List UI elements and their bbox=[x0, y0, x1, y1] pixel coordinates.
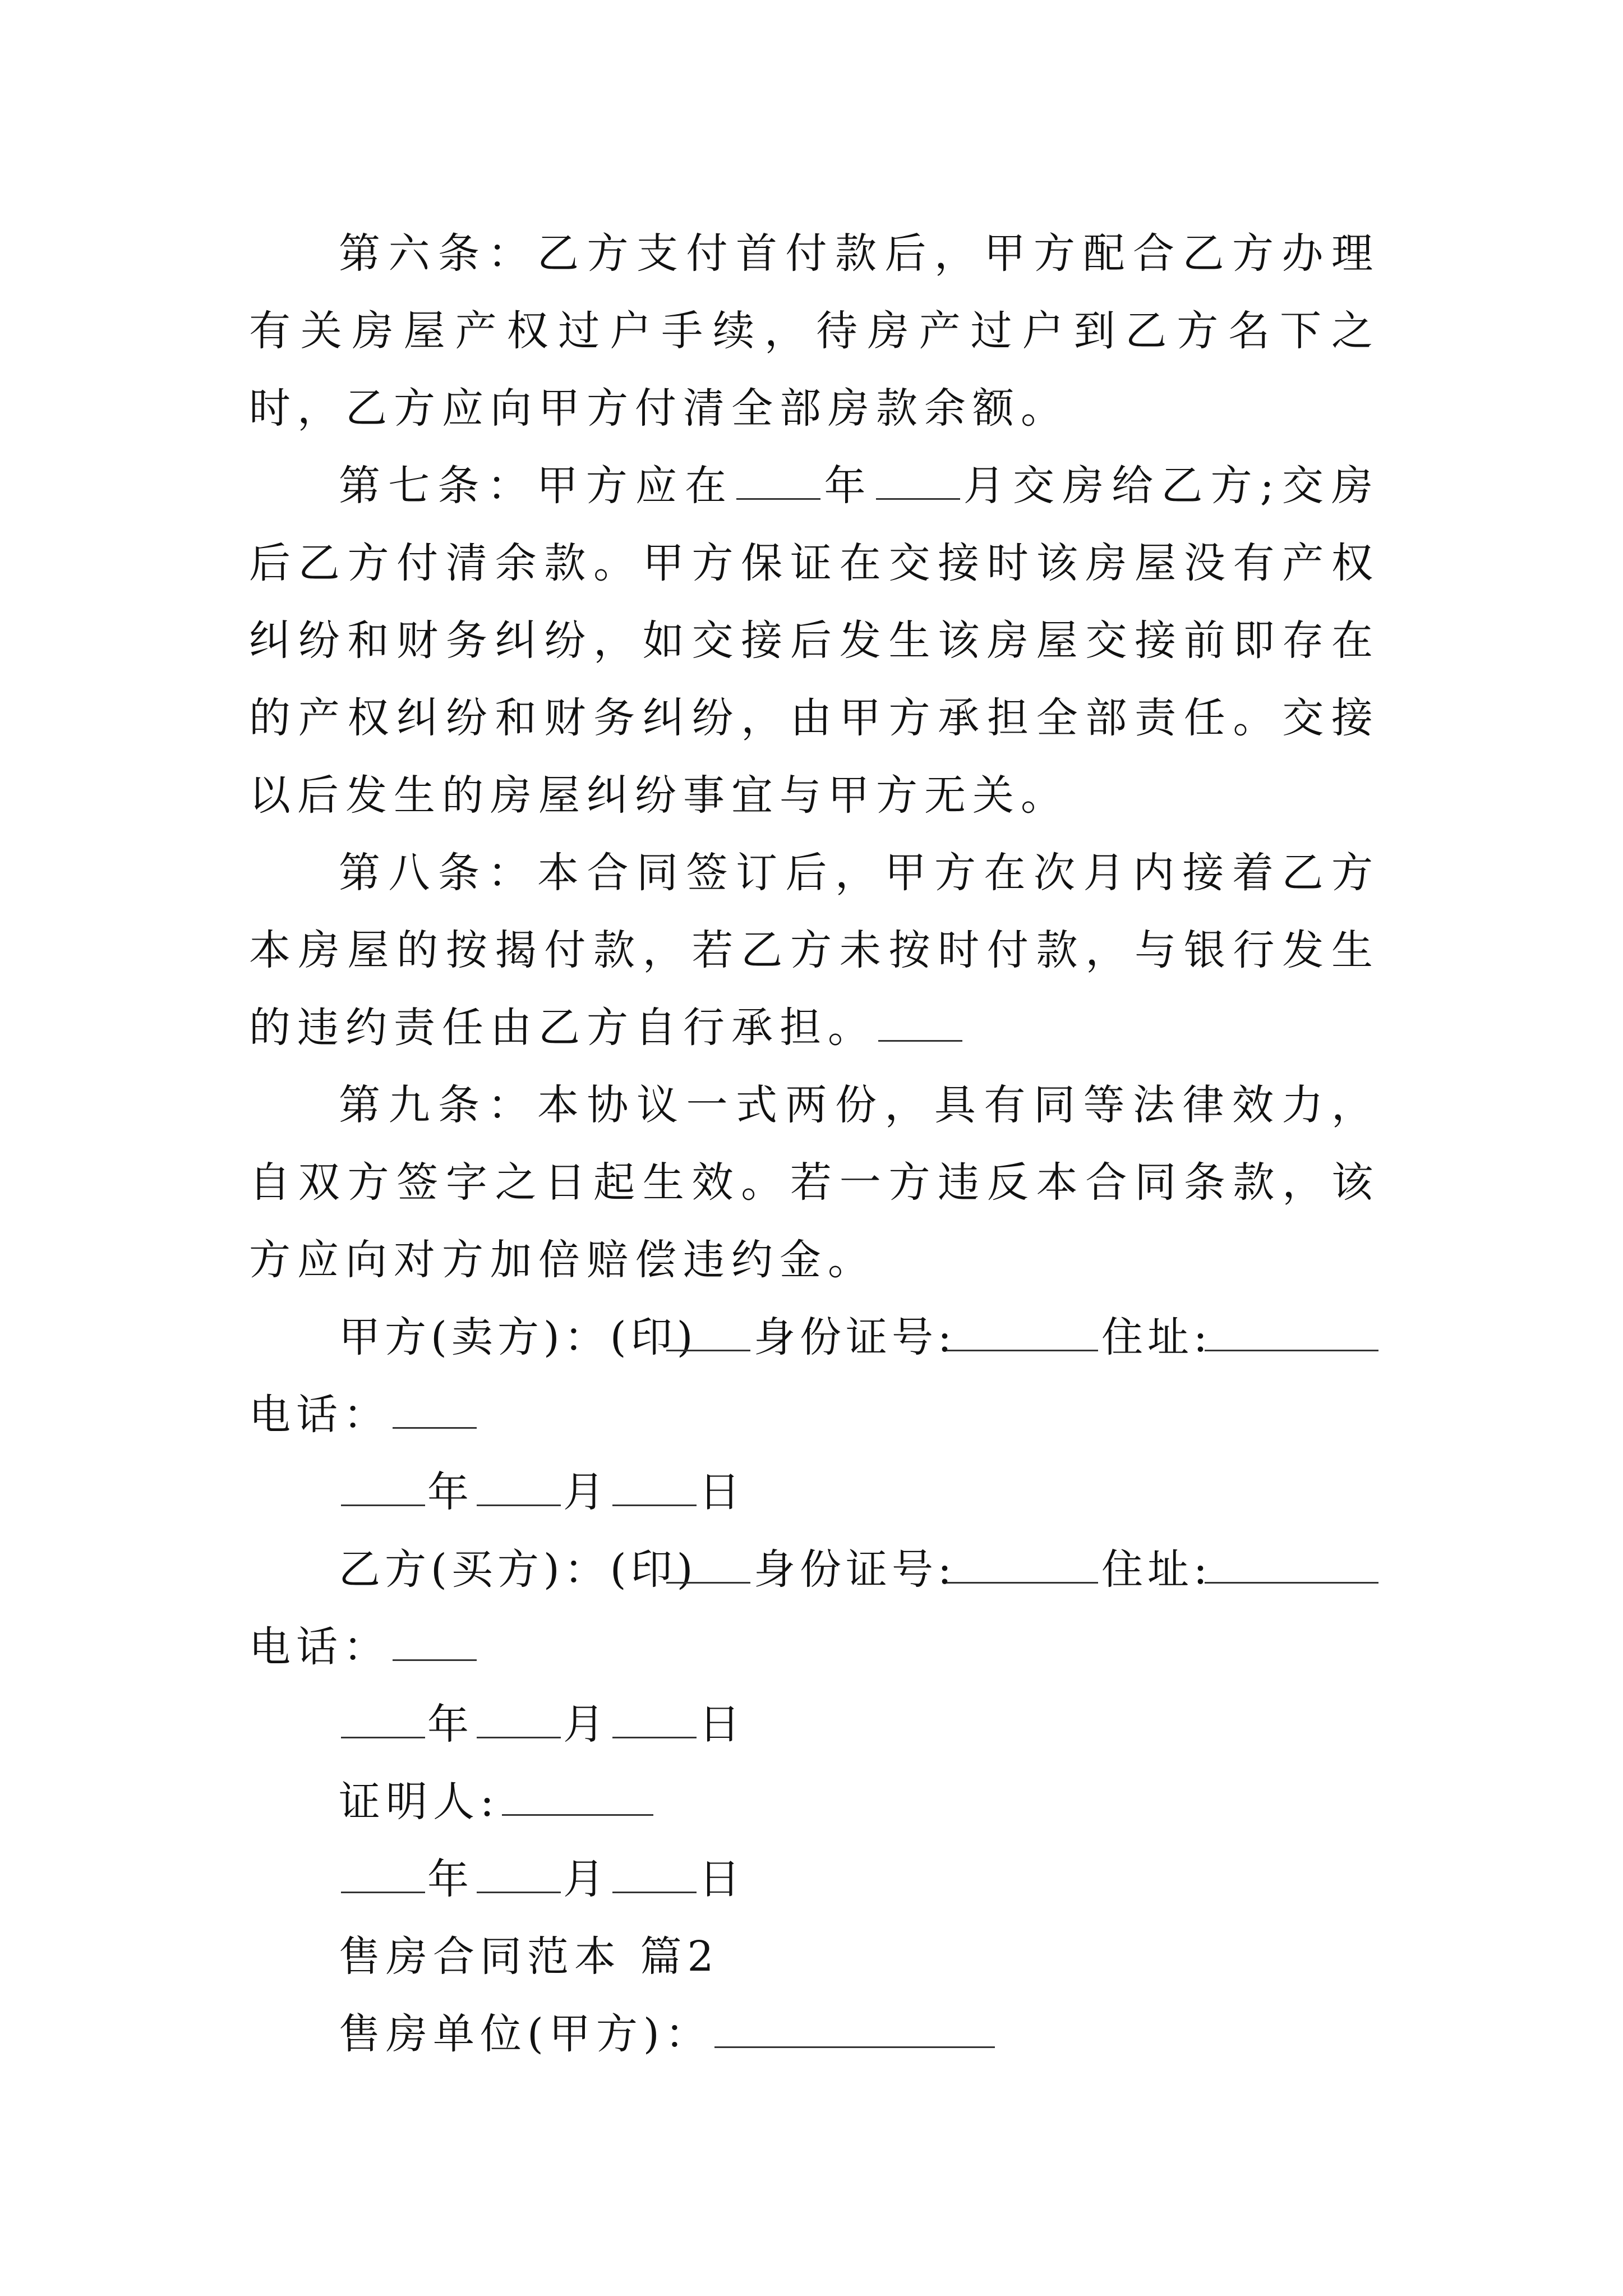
witness-label: 证明人: bbox=[339, 1778, 500, 1826]
witness-day-blank bbox=[612, 1860, 697, 1893]
article-8 bbox=[249, 834, 1380, 1066]
party-a-phone-label: 电话： bbox=[249, 1391, 390, 1439]
party-b-row bbox=[249, 1531, 1380, 1608]
party-a-year: 年 bbox=[427, 1468, 474, 1516]
party-b-day: 日 bbox=[699, 1700, 746, 1749]
party-b-day-blank bbox=[612, 1705, 697, 1738]
month-blank bbox=[876, 467, 960, 500]
section-2-seller bbox=[249, 1995, 1380, 2073]
article-7-lead: 第七条：甲方应在 bbox=[339, 462, 735, 510]
witness-year: 年 bbox=[427, 1855, 474, 1903]
party-a-label: 甲方(卖方)：(印) bbox=[339, 1313, 698, 1361]
article-7-rest: 月交房给乙方;交房后乙方付清余款。甲方保证在交接时该房屋没有产权纠纷和财务纠纷，如交接后发生该房屋交接前即存在的产权纠纷和财务纠纷，由甲方承担全部责任。交接以后发生的房屋纠纷事宜与甲方无关。 bbox=[249, 462, 1380, 820]
seller-blank bbox=[714, 2015, 995, 2048]
party-a-month: 月 bbox=[563, 1468, 610, 1516]
party-a-seal-blank bbox=[666, 1318, 750, 1351]
party-b-seal-blank bbox=[666, 1550, 750, 1584]
party-b-date bbox=[249, 1686, 1380, 1763]
witness-date bbox=[249, 1841, 1380, 1918]
party-b-year: 年 bbox=[427, 1700, 474, 1749]
party-a-id-label: 身份证号: bbox=[754, 1313, 956, 1361]
document-body bbox=[249, 215, 1380, 2073]
witness-line bbox=[249, 1763, 1380, 1841]
article-7-year: 年 bbox=[823, 462, 874, 510]
witness-year-blank bbox=[341, 1860, 425, 1893]
party-a-day-blank bbox=[612, 1473, 697, 1506]
article-8-blank bbox=[878, 1009, 962, 1042]
party-b-month: 月 bbox=[563, 1700, 610, 1749]
party-a-phone bbox=[249, 1376, 1380, 1453]
witness-day: 日 bbox=[699, 1855, 746, 1903]
party-b-phone-blank bbox=[393, 1628, 477, 1661]
article-7 bbox=[249, 447, 1380, 834]
party-a-day: 日 bbox=[699, 1468, 746, 1516]
party-b-year-blank bbox=[341, 1705, 425, 1738]
year-blank bbox=[736, 467, 820, 500]
party-b-id-label: 身份证号: bbox=[754, 1545, 956, 1594]
party-b-address-blank bbox=[1205, 1550, 1378, 1584]
party-a-year-blank bbox=[341, 1473, 425, 1506]
party-a-phone-blank bbox=[393, 1396, 477, 1429]
party-a-month-blank bbox=[477, 1473, 561, 1506]
witness-month-blank bbox=[477, 1860, 561, 1893]
party-b-address-label: 住址: bbox=[1101, 1545, 1212, 1594]
party-a-row bbox=[249, 1299, 1380, 1376]
section-2-title: 售房合同范本 篇2 bbox=[339, 1932, 720, 1981]
seller-label: 售房单位(甲方)： bbox=[339, 2010, 712, 2058]
party-a-date bbox=[249, 1453, 1380, 1531]
party-b-phone-label: 电话： bbox=[249, 1623, 390, 1671]
witness-month: 月 bbox=[563, 1855, 610, 1903]
party-a-address-blank bbox=[1205, 1318, 1378, 1351]
party-b-phone bbox=[249, 1608, 1380, 1686]
witness-blank bbox=[502, 1783, 653, 1816]
party-a-id-blank bbox=[947, 1318, 1098, 1351]
party-b-id-blank bbox=[947, 1550, 1098, 1584]
party-b-label: 乙方(买方)：(印) bbox=[339, 1545, 698, 1594]
party-b-month-blank bbox=[477, 1705, 561, 1738]
article-8-text: 第八条：本合同签订后，甲方在次月内接着乙方本房屋的按揭付款，若乙方未按时付款，与银行发生的违约责任由乙方自行承担。 bbox=[249, 849, 1380, 1052]
party-a-address-label: 住址: bbox=[1101, 1313, 1212, 1361]
article-9: 第九条：本协议一式两份，具有同等法律效力，自双方签字之日起生效。若一方违反本合同条款，该方应向对方加倍赔偿违约金。 bbox=[249, 1081, 1380, 1284]
article-6: 第六条：乙方支付首付款后，甲方配合乙方办理有关房屋产权过户手续，待房产过户到乙方名下之时，乙方应向甲方付清全部房款余额。 bbox=[249, 229, 1380, 432]
